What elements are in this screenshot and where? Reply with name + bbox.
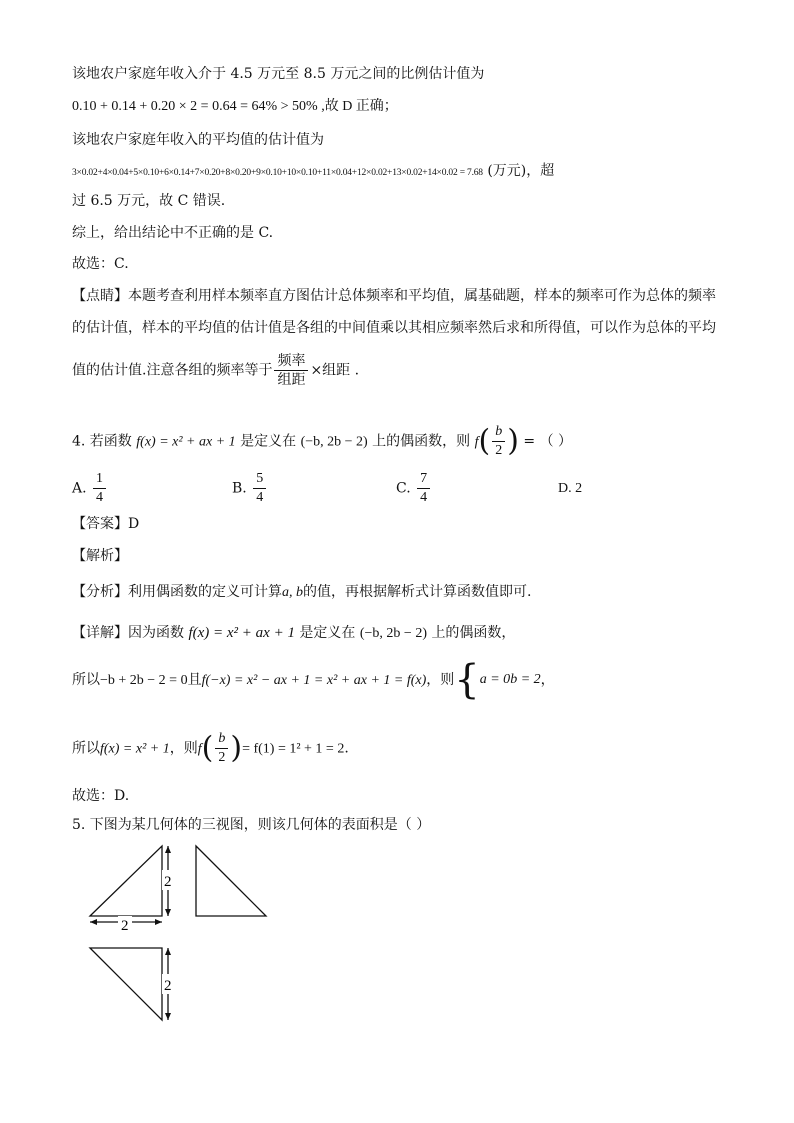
variables: a, b	[282, 585, 303, 600]
fraction-numerator: 7	[417, 470, 430, 489]
option-fraction	[417, 470, 430, 507]
fenxi-text: 【分析】利用偶函数的定义可计算	[72, 584, 282, 600]
brace-symbol: {	[454, 657, 480, 703]
text-line-5: 过 6.5 万元，故 C 错误.	[72, 193, 226, 209]
paren-left: (	[201, 730, 214, 766]
text-line-6: 综上，给出结论中不正确的是 C.	[72, 225, 274, 241]
fraction-denominator: 4	[256, 490, 264, 505]
front-width-label: 2	[121, 918, 129, 934]
solution-step-2	[72, 730, 349, 767]
fraction-numerator: 频率	[274, 352, 308, 371]
front-view-triangle	[90, 846, 162, 916]
answer-line: 【答案】D	[72, 516, 140, 532]
function-expression: f(x) = x² + ax + 1	[188, 625, 295, 641]
fraction-numerator: b	[492, 423, 505, 442]
question-4-stem	[72, 423, 572, 460]
equation: f(−x) = x² − ax + 1 = x² + ax + 1 = f(x)	[201, 673, 427, 688]
step-text: ，则	[169, 740, 198, 757]
option-label: B.	[232, 480, 247, 497]
option-fraction	[253, 470, 266, 507]
option-c	[396, 470, 432, 507]
analysis-xiangjie	[72, 623, 515, 644]
option-a	[72, 470, 108, 507]
note-text-end: ×组距 .	[310, 362, 360, 379]
option-label: C.	[396, 480, 411, 497]
step-text: .	[344, 740, 349, 757]
paren-left: (	[478, 423, 491, 459]
front-height-label: 2	[164, 874, 172, 890]
domain-interval: (−b, 2b − 2)	[359, 626, 427, 641]
domain-interval: (−b, 2b − 2)	[300, 434, 368, 450]
question-5-stem: 5. 下图为某几何体的三视图，则该几何体的表面积是（ ）	[72, 817, 431, 833]
b-over-2-fraction	[215, 730, 228, 767]
xiangjie-text: 上的偶函数，	[431, 625, 516, 641]
fenxi-text: 的值，再根据解析式计算函数值即可.	[303, 584, 532, 600]
side-view-triangle	[196, 846, 266, 916]
question-number: 4. 若函数	[72, 433, 132, 450]
step-text: 所以	[72, 740, 100, 757]
text-line-3: 该地农户家庭年收入的平均值的估计值为	[72, 132, 324, 148]
option-b	[232, 470, 268, 507]
system-eq-1: a = 0	[479, 672, 511, 687]
b-over-2-fraction	[492, 423, 505, 460]
three-view-figure	[80, 840, 280, 1040]
fraction-numerator: b	[215, 730, 228, 749]
top-view-triangle	[90, 948, 162, 1020]
mean-unit-text: (万元)，超	[487, 163, 555, 179]
fraction-denominator: 2	[495, 443, 503, 458]
answer-blank: = （ ）	[523, 433, 573, 450]
xiangjie-text: 是定义在	[299, 625, 356, 641]
text-line-4	[72, 161, 554, 183]
fraction-numerator: 1	[93, 470, 106, 489]
option-d: D. 2	[558, 481, 583, 496]
top-height-label: 2	[164, 978, 172, 994]
fraction-denominator: 2	[218, 750, 226, 765]
function-name: f	[474, 434, 479, 450]
text-line-8: 【点睛】本题考查利用样本频率直方图估计总体频率和平均值，属基础题，样本的频率可作为总体的频率	[72, 288, 716, 304]
system-eq-2: b = 2	[510, 672, 541, 687]
fraction-denominator: 4	[96, 490, 104, 505]
xiangjie-text: 【详解】因为函数	[72, 625, 184, 641]
stem-text: 上的偶函数，则	[372, 433, 471, 450]
stem-text: 是定义在	[240, 433, 297, 450]
option-fraction	[93, 470, 106, 507]
text-line-10	[72, 352, 359, 389]
step-text: ，	[540, 672, 555, 688]
fraction-denominator: 组距	[277, 372, 306, 388]
mean-sum-formula: 3×0.02+4×0.04+5×0.10+6×0.14+7×0.20+8×0.20+9×0.10+10×0.10+11×0.04+12×0.02+13×0.02+14×0.02 = 7.68	[72, 168, 483, 178]
analysis-heading: 【解析】	[72, 548, 128, 564]
text-line-1: 该地农户家庭年收入介于 4.5 万元至 8.5 万元之间的比例估计值为	[72, 66, 485, 82]
step-text: 所以	[72, 672, 100, 688]
step-text: 且	[187, 672, 202, 688]
fraction-denominator: 4	[420, 490, 428, 505]
function-expression: f(x) = x² + ax + 1	[136, 434, 236, 450]
note-text: 值的估计值.注意各组的频率等于	[72, 362, 273, 379]
step-text: ，则	[426, 672, 455, 688]
fraction-numerator: 5	[253, 470, 266, 489]
equation-system	[480, 669, 541, 691]
function-name: f	[197, 741, 202, 757]
frequency-fraction	[274, 352, 308, 389]
text-line-2: 0.10 + 0.14 + 0.20 × 2 = 0.64 = 64% > 50% ,故 D 正确；	[72, 99, 398, 114]
option-label: A.	[72, 480, 87, 497]
equation: −b + 2b − 2 = 0	[100, 673, 188, 688]
analysis-fenxi	[72, 582, 531, 603]
solution-step-1	[72, 657, 555, 703]
paren-right: )	[507, 423, 519, 459]
choose-line: 故选：D.	[72, 788, 130, 804]
text-line-7: 故选：C.	[72, 256, 129, 272]
equation: = f(1) = 1² + 1 = 2	[242, 741, 345, 757]
text-line-9: 的估计值，样本的平均值的估计值是各组的中间值乘以其相应频率然后求和所得值，可以作为总体的平均	[72, 320, 716, 336]
paren-right: )	[230, 730, 243, 766]
equation: f(x) = x² + 1	[100, 741, 170, 757]
